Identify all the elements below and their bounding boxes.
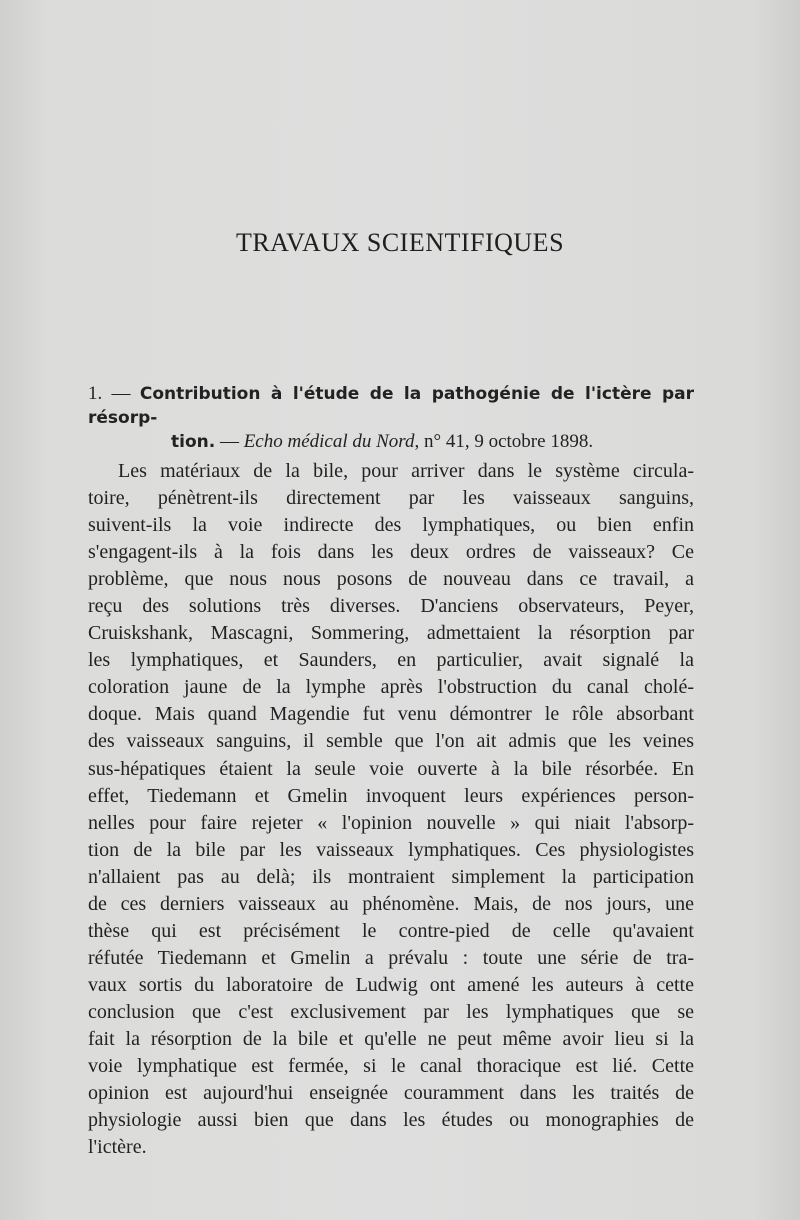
journal-issue: , n° 41, 9 octobre 1898. (414, 431, 594, 452)
entry-heading-line (88, 382, 694, 430)
paragraph-line: Cruiskshank, Mascagni, Sommering, admettaient la résorption par (88, 622, 694, 645)
paragraph-line: coloration jaune de la lymphe après l'obstruction du canal cholé- (88, 676, 694, 699)
paragraph-line: Les matériaux de la bile, pour arriver dans le système circula- (118, 460, 694, 482)
entry-title-part2: tion. (171, 432, 216, 452)
paragraph-line: tion de la bile par les vaisseaux lymphatiques. Ces physiologistes (88, 838, 694, 861)
paragraph-line: s'engagent-ils à la fois dans les deux ordres de vaisseaux? Ce (88, 541, 694, 564)
paragraph-line: sus-hépatiques étaient la seule voie ouverte à la bile résorbée. En (88, 757, 694, 780)
paragraph-line: doque. Mais quand Magendie fut venu démontrer le rôle absorbant (88, 703, 694, 726)
paragraph-line: n'allaient pas au delà; ils montraient simplement la participation (88, 865, 694, 888)
paragraph-line: de ces derniers vaisseaux au phénomène. Mais, de nos jours, une (88, 892, 694, 915)
paragraph-line: voie lymphatique est fermée, si le canal thoracique est lié. Cette (88, 1055, 694, 1078)
paragraph-line: nelles pour faire rejeter « l'opinion nouvelle » qui niait l'absorp- (88, 811, 694, 834)
paragraph-line: conclusion que c'est exclusivement par les lymphatiques que se (88, 1000, 694, 1023)
paragraph-line: les lymphatiques, et Saunders, en particulier, avait signalé la (88, 649, 694, 672)
paragraph-line: fait la résorption de la bile et qu'elle ne peut même avoir lieu si la (88, 1027, 694, 1050)
entry-citation-line (88, 430, 694, 454)
entry-number: 1. (88, 383, 103, 404)
entry-dash: — (111, 383, 131, 404)
paragraph-line: toire, pénètrent-ils directement par les vaisseaux sanguins, (88, 487, 694, 510)
entry-dash-2: — (219, 431, 239, 452)
paragraph-line: vaux sortis du laboratoire de Ludwig ont amené les auteurs à cette (88, 973, 694, 996)
entry-title-part1: Contribution à l'étude de la pathogénie de l'ictère par résorp- (88, 384, 695, 428)
body-paragraph (88, 458, 694, 1161)
paragraph-line: effet, Tiedemann et Gmelin invoquent leurs expériences person- (88, 784, 694, 807)
paragraph-line: physiologie aussi bien que dans les études ou monographies de (88, 1109, 694, 1132)
page-title: TRAVAUX SCIENTIFIQUES (235, 228, 565, 257)
paragraph-line: thèse qui est précisément le contre-pied de celle qu'avaient (88, 919, 694, 942)
paragraph-line: l'ictère. (88, 1136, 147, 1159)
paragraph-line: problème, que nous nous posons de nouveau dans ce travail, a (88, 568, 694, 591)
paragraph-line: des vaisseaux sanguins, il semble que l'on ait admis que les veines (88, 730, 694, 753)
paragraph-line: suivent-ils la voie indirecte des lymphatiques, ou bien enfin (88, 514, 694, 537)
paragraph-line: opinion est aujourd'hui enseignée couramment dans les traités de (88, 1082, 694, 1105)
journal-name: Echo médical du Nord (243, 431, 415, 452)
bibliography-entry (88, 382, 694, 454)
paragraph-line: réfutée Tiedemann et Gmelin a prévalu : toute une série de tra- (88, 946, 694, 969)
paragraph-line: reçu des solutions très diverses. D'anciens observateurs, Peyer, (88, 595, 694, 618)
